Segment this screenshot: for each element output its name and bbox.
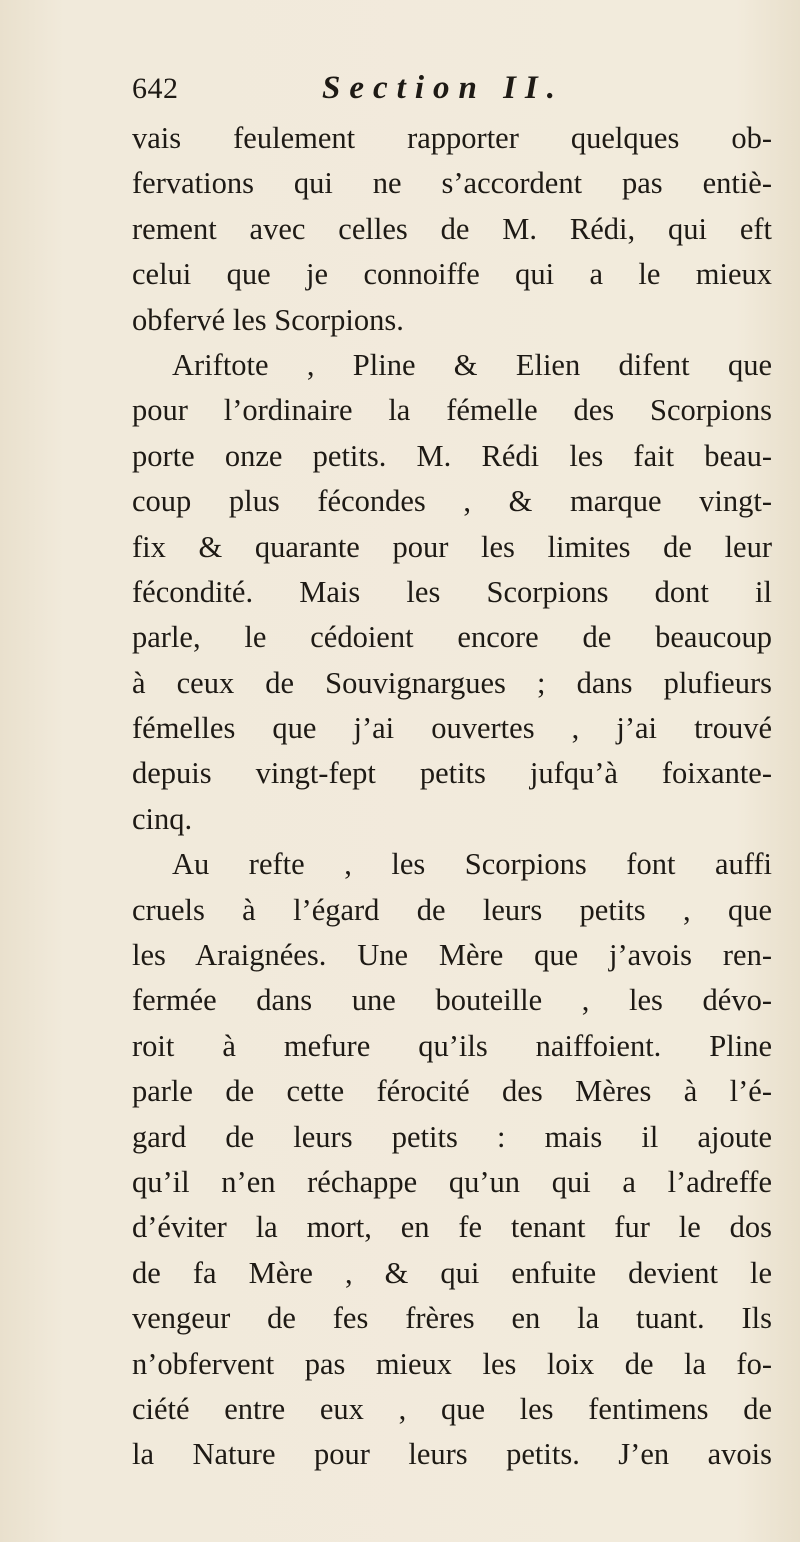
text-line: Ariftote , Pline & Elien difent que [172, 347, 772, 382]
text-line: qu’il n’en réchappe qu’un qui a l’adreffe [132, 1164, 772, 1199]
text-line: fervations qui ne s’accordent pas entiè- [132, 166, 772, 201]
text-line: celui que je connoiffe qui a le mieux [132, 257, 772, 292]
text-line: fermée dans une bouteille , les dévo- [132, 983, 772, 1018]
text-line: fécondité. Mais les Scorpions dont il [132, 574, 772, 609]
text-line: ciété entre eux , que les fentimens de [132, 1391, 772, 1426]
body-text [132, 116, 772, 1478]
text-line: Au refte , les Scorpions font auffi [172, 847, 772, 882]
text-line: pour l’ordinaire la fémelle des Scorpions [132, 393, 772, 428]
running-title: Section II. [322, 70, 565, 106]
text-line: roit à mefure qu’ils naiffoient. Pline [132, 1028, 772, 1063]
text-line: fix & quarante pour les limites de leur [132, 529, 772, 564]
text-line: la Nature pour leurs petits. J’en avois [132, 1437, 772, 1472]
text-line: n’obfervent pas mieux les loix de la fo- [132, 1346, 772, 1381]
text-line: parle de cette férocité des Mères à l’é- [132, 1074, 772, 1109]
text-line: de fa Mère , & qui enfuite devient le [132, 1255, 772, 1290]
text-line: gard de leurs petits : mais il ajoute [132, 1119, 772, 1154]
text-line: vengeur de fes frères en la tuant. Ils [132, 1301, 772, 1336]
text-line: coup plus fécondes , & marque vingt- [132, 484, 772, 519]
text-line: porte onze petits. M. Rédi les fait beau- [132, 438, 772, 473]
text-line: cinq. [132, 801, 193, 836]
text-line: parle, le cédoient encore de beaucoup [132, 620, 772, 655]
text-line: depuis vingt-fept petits jufqu’à foixante- [132, 756, 772, 791]
text-line: les Araignées. Une Mère que j’avois ren- [132, 938, 772, 973]
text-line: à ceux de Souvignargues ; dans plufieurs [132, 665, 772, 700]
text-line: rement avec celles de M. Rédi, qui eft [132, 211, 772, 246]
text-line: vais feulement rapporter quelques ob- [132, 121, 772, 155]
page-number: 642 [132, 72, 179, 105]
text-line: fémelles que j’ai ouvertes , j’ai trouvé [132, 711, 772, 746]
text-line: d’éviter la mort, en fe tenant fur le dos [132, 1210, 772, 1245]
text-line: cruels à l’égard de leurs petits , que [132, 892, 772, 927]
page-header [132, 68, 768, 118]
text-line: obfervé les Scorpions. [132, 302, 404, 337]
